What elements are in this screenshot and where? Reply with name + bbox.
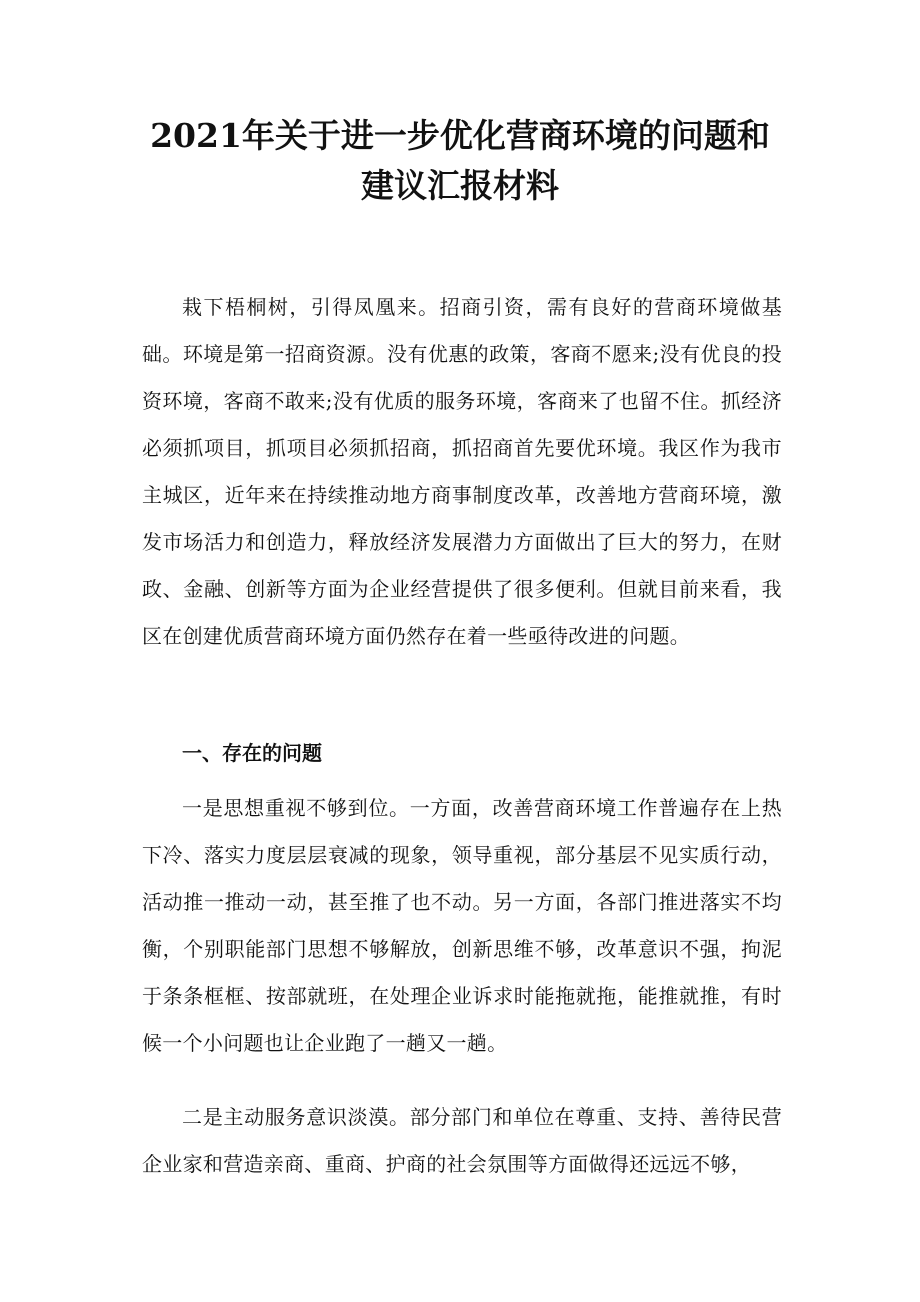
problem-paragraph-2: 二是主动服务意识淡漠。部分部门和单位在尊重、支持、善待民营企业家和营造亲商、重商、护商的社会氛围等方面做得还远远不够， [142,1105,782,1176]
section-heading-problems: 一、存在的问题 [182,741,322,765]
intro-paragraph: 栽下梧桐树，引得凤凰来。招商引资，需有良好的营商环境做基础。环境是第一招商资源。没有优惠的政策，客商不愿来;没有优良的投资环境，客商不敢来;没有优质的服务环境，客商来了也留不住。抓经济必须抓项目，抓项目必须抓招商，抓招商首先要优环境。我区作为我市主城区，近年来在持续推动地方商事制度改革，改善地方营商环境，激发市场活力和创造力，释放经济发展潜力方面做出了巨大的努力，在财政、金融、创新等方面为企业经营提供了很多便利。但就目前来看，我区在创建优质营商环境方面仍然存在着一些亟待改进的问题。 [142,295,782,648]
document-title-line-2: 建议汇报材料 [361,166,559,205]
document-title-line-1: 2021年关于进一步优化营商环境的问题和 [150,116,770,155]
problem-paragraph-1: 一是思想重视不够到位。一方面，改善营商环境工作普遍存在上热下冷、落实力度层层衰减的现象，领导重视，部分基层不见实质行动，活动推一推动一动，甚至推了也不动。另一方面，各部门推进落实不均衡，个别职能部门思想不够解放，创新思维不够，改革意识不强，拘泥于条条框框、按部就班，在处理企业诉求时能拖就拖，能推就推，有时候一个小问题也让企业跑了一趟又一趟。 [142,796,782,1055]
